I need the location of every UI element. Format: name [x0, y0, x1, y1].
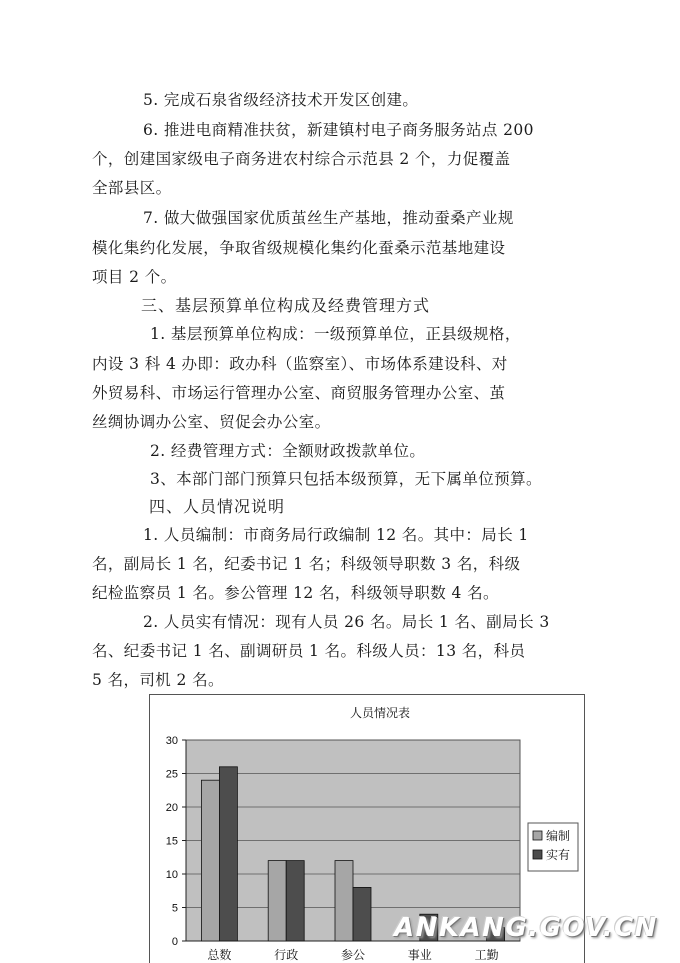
paragraph-line: 2. 经费管理方式：全额财政拨款单位。	[150, 442, 426, 460]
bar-实有-行政	[286, 861, 304, 941]
paragraph-line: 名，副局长 1 名，纪委书记 1 名；科级领导职数 3 名，科级	[92, 555, 521, 573]
bar-编制-参公	[335, 861, 353, 941]
paragraph-line: 内设 3 科 4 办即：政办科（监察室）、市场体系建设科、对	[92, 355, 508, 373]
paragraph-line: 1. 基层预算单位构成：一级预算单位，正县级规格，	[150, 325, 521, 343]
x-tick-label: 事业	[407, 948, 432, 962]
x-tick-label: 总数	[207, 948, 232, 962]
chart-legend	[528, 823, 578, 871]
paragraph-line: 项目 2 个。	[92, 268, 177, 286]
legend-label: 实有	[546, 848, 571, 862]
paragraph-line: 1. 人员编制：市商务局行政编制 12 名。其中：局长 1	[143, 526, 529, 544]
bar-实有-总数	[219, 767, 237, 941]
y-tick-label: 20	[165, 802, 178, 814]
y-tick-label: 15	[165, 835, 178, 848]
paragraph-line: 7. 做大做强国家优质茧丝生产基地，推动蚕桑产业规	[143, 209, 514, 227]
legend-swatch	[533, 831, 542, 840]
y-tick-label: 0	[171, 936, 178, 948]
paragraph-line: 名、纪委书记 1 名、副调研员 1 名。科级人员：13 名，科员	[92, 642, 526, 660]
y-tick-label: 10	[165, 869, 178, 881]
x-tick-label: 工勤	[474, 948, 499, 962]
paragraph-line: 模化集约化发展，争取省级规模化集约化蚕桑示范基地建设	[92, 239, 506, 257]
x-tick-label: 参公	[340, 948, 366, 962]
section-heading: 四、人员情况说明	[149, 497, 286, 516]
bar-编制-总数	[201, 780, 219, 941]
paragraph-line: 丝绸协调办公室、贸促会办公室。	[92, 413, 331, 431]
paragraph-line: 全部县区。	[92, 179, 172, 197]
chart-title: 人员情况表	[349, 706, 411, 720]
paragraph-line: 3、本部门部门预算只包括本级预算，无下属单位预算。	[150, 470, 542, 488]
legend-label: 编制	[546, 829, 571, 843]
paragraph-line: 纪检监察员 1 名。参公管理 12 名，科级领导职数 4 名。	[92, 584, 499, 602]
watermark-text: ANKANG.GOV.CN	[394, 913, 658, 943]
bar-实有-参公	[353, 887, 371, 941]
paragraph-line: 个，创建国家级电子商务进农村综合示范县 2 个，力促覆盖	[92, 150, 511, 168]
y-tick-label: 30	[165, 735, 178, 747]
paragraph-line: 5 名，司机 2 名。	[92, 671, 224, 689]
paragraph-line: 外贸易科、市场运行管理办公室、商贸服务管理办公室、茧	[92, 384, 506, 402]
section-heading: 三、基层预算单位构成及经费管理方式	[141, 296, 431, 315]
paragraph-line: 6. 推进电商精准扶贫，新建镇村电子商务服务站点 200	[143, 121, 534, 139]
x-tick-label: 行政	[274, 948, 299, 962]
bar-编制-行政	[268, 861, 286, 941]
paragraph-line: 2. 人员实有情况：现有人员 26 名。局长 1 名、副局长 3	[143, 613, 550, 631]
legend-swatch	[533, 850, 542, 859]
y-tick-label: 5	[171, 902, 178, 915]
y-tick-label: 25	[165, 768, 178, 781]
paragraph-line: 5. 完成石泉省级经济技术开发区创建。	[143, 91, 419, 109]
